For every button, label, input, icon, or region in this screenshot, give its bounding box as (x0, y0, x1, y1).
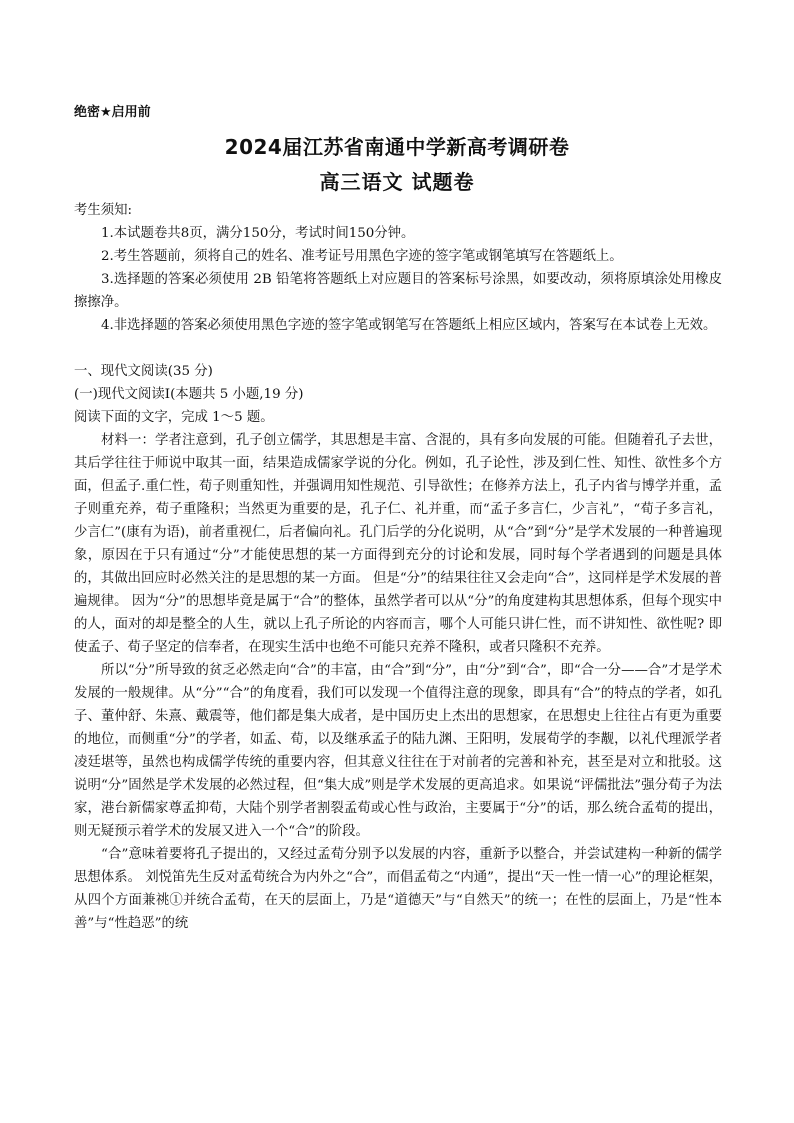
notice-item-2: 2.考生答题前，须将自己的姓名、准考证号用黑色字迹的签字笔或钢笔填写在答题纸上。 (101, 249, 623, 264)
passage-paragraph-1: 材料一：学者注意到，孔子创立儒学，其思想是丰富、含混的，具有多向发展的可能。但随着孔子去世，其后学往往于师说中取其一面，结果造成儒家学说的分化。例如，孔子论性，涉及到仁性、知性、欲性多个方面，但孟子.重仁性，荀子则重知性，并强调用知性规范、引导欲性；在修养方法上，孔子内省与博学并重，孟子则重充养，荀子重隆积；当然更为重要的是，孔子仁、礼并重，而“孟子多言仁，少言礼”，“荀子多言礼，少言仁”(康有为语)，前者重视仁，后者偏向礼。孔门后学的分化说明，从“合”到“分”是学术发展的一种普遍现象，原因在于只有通过“分”才能使思想的某一方面得到充分的讨论和发展，同时每个学者遇到的问题是具体的，其做出回应时必然关注的是思想的某一方面。 但是“分”的结果往往又会走向“合”，这同样是学术发展的普遍规律。 因为“分”的思想毕竟是属于“合”的整体，虽然学者可以从“分”的角度建构其思想体系，但每个现实中的人，面对的却是整全的人生，就以上孔子所论的内容而言，哪个人可能只讲仁性，而不讲知性、欲性呢? 即使孟子、荀子坚定的信奉者，在现实生活中也绝不可能只充养不隆积，或者只隆积不充养。 (74, 433, 722, 655)
notice-heading: 考生须知: (74, 203, 133, 218)
passage-paragraph-3: “合”意味着要将孔子提出的，又经过孟荀分别予以发展的内容，重新予以整合，并尝试建构一种新的儒学思想体系。 刘悦笛先生反对孟荀统合为内外之“合”，而倡孟荀之“内通”，提出“天一性一情一心”的理论框架，从四个方面兼祧①并统合孟荀，在天的层面上，乃是“道德天”与“自然天”的统一；在性的层面上，乃是“性本善”与“性趋恶”的统 (74, 847, 722, 931)
notice-item-1: 1.本试题卷共8页，满分150分，考试时间150分钟。 (101, 226, 415, 241)
section-subheading: (一)现代文阅读Ⅰ(本题共 5 小题,19 分) (74, 387, 304, 402)
reading-instruction: 阅读下面的文字，完成 1～5 题。 (74, 410, 274, 425)
exam-title: 2024届江苏省南通中学新高考调研卷 (224, 135, 570, 159)
exam-subtitle: 高三语文 试题卷 (319, 170, 475, 194)
notice-item-4: 4.非选择题的答案必须使用黑色字迹的签字笔或钢笔写在答题纸上相应区域内，答案写在本试卷上无效。 (101, 318, 717, 333)
passage-paragraph-2: 所以“分”所导致的贫乏必然走向“合”的丰富，由“合”到“分”，由“分”到“合”，即“合一分——合”才是学术发展的一般规律。从“分”“合”的角度看，我们可以发现一个值得注意的现象，即具有“合”的特点的学者，如孔子、董仲舒、朱熹、戴震等，他们都是集大成者，是中国历史上杰出的思想家，在思想史上往往占有更为重要的地位，而侧重“分”的学者，如孟、荀，以及继承孟子的陆九渊、王阳明，发展荀学的李觏，以礼代理派学者凌廷堪等，虽然也构成儒学传统的重要内容，但其意义往往在于对前者的完善和补充，甚至是对立和批驳。这说明“分”固然是学术发展的必然过程，但“集大成”则是学术发展的更高追求。如果说“评儒批法”强分荀子为法家，港台新儒家尊孟抑荀，大陆个别学者割裂孟荀或心性与政治，主要属于“分”的话，那么统合孟荀的提出，则无疑预示着学术的发展又进入一个“合”的阶段。 (74, 663, 722, 839)
notice-item-3: 3.选择题的答案必须使用 2B 铅笔将答题纸上对应题目的答案标号涂黑，如要改动，须将原填涂处用橡皮擦擦净。 (74, 272, 722, 310)
exam-body (74, 199, 722, 935)
section-heading: 一、现代文阅读(35 分) (74, 364, 213, 379)
confidential-label: 绝密★启用前 (74, 105, 151, 120)
